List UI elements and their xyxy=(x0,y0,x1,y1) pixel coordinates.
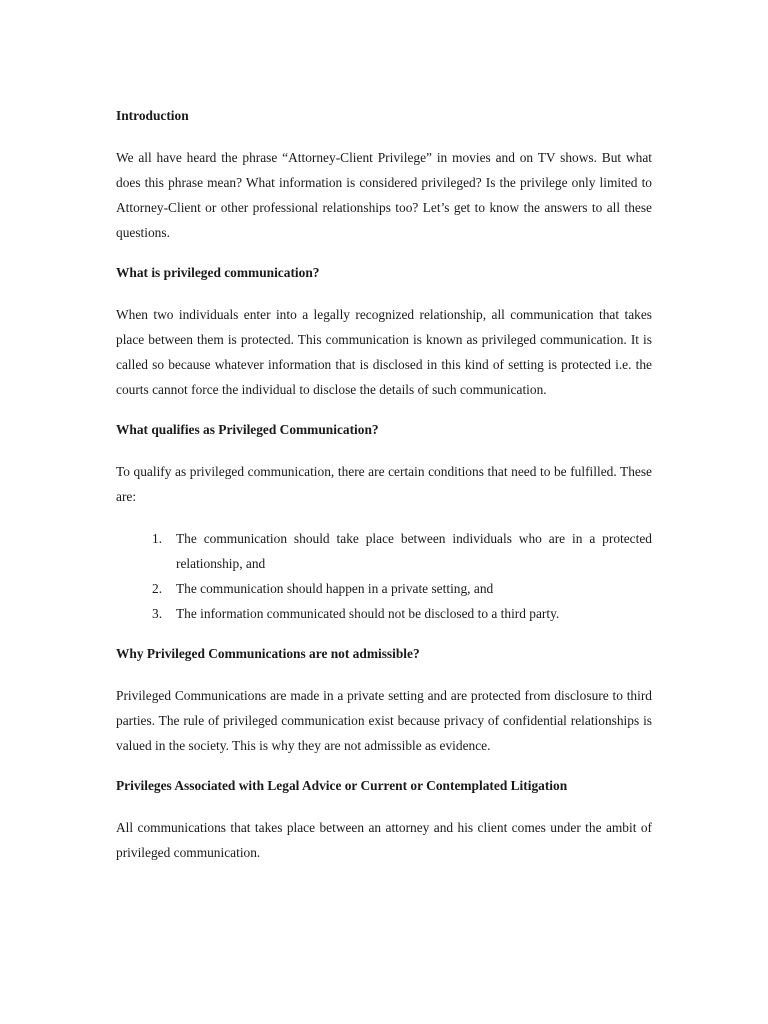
paragraph-what-qualifies: To qualify as privileged communication, there are certain conditions that need to be fulfilled. These are: xyxy=(116,464,652,504)
paragraph-introduction: We all have heard the phrase “Attorney-Client Privilege” in movies and on TV shows. But what does this phrase mean? What information is considered privileged? Is the privilege only limited to Attorney-Client or other professional relationships too? Let’s get to know the answers to all these questions. xyxy=(116,150,652,240)
conditions-list xyxy=(116,526,652,626)
list-item-text: The communication should happen in a private setting, and xyxy=(176,581,494,596)
heading-introduction: Introduction xyxy=(116,108,189,123)
heading-what-qualifies: What qualifies as Privileged Communication? xyxy=(116,422,379,437)
list-item xyxy=(116,526,652,576)
heading-legal-advice: Privileges Associated with Legal Advice or Current or Contemplated Litigation xyxy=(116,778,568,793)
paragraph-legal-advice: All communications that takes place between an attorney and his client comes under the ambit of privileged communication. xyxy=(116,820,652,860)
list-number: 2. xyxy=(152,581,163,596)
paragraph-what-is-privileged: When two individuals enter into a legally recognized relationship, all communication that takes place between them is protected. This communication is known as privileged communication. It is called so because whatever information that is disclosed in this kind of setting is protected i.e. the courts cannot force the individual to disclose the details of such communication. xyxy=(116,307,652,397)
heading-not-admissible: Why Privileged Communications are not admissible? xyxy=(116,646,420,661)
list-item-text: The information communicated should not be disclosed to a third party. xyxy=(176,606,560,621)
list-number: 3. xyxy=(152,606,163,621)
list-item xyxy=(116,576,652,601)
list-item xyxy=(116,601,652,626)
list-number: 1. xyxy=(152,531,163,546)
list-item-text: The communication should take place between individuals who are in a protected relationship, and xyxy=(176,531,652,571)
heading-what-is-privileged: What is privileged communication? xyxy=(116,265,320,280)
document-page xyxy=(116,106,652,865)
paragraph-not-admissible: Privileged Communications are made in a private setting and are protected from disclosure to third parties. The rule of privileged communication exist because privacy of confidential relationships is valued in the society. This is why they are not admissible as evidence. xyxy=(116,688,652,753)
